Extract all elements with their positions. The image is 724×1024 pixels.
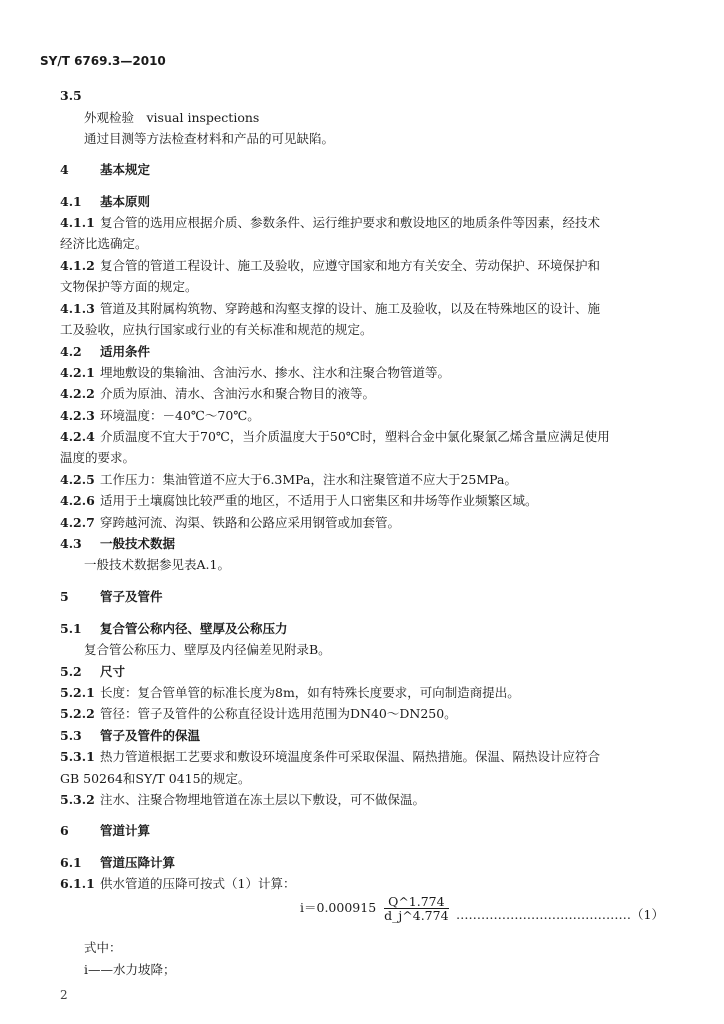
where-label: 式中： xyxy=(84,940,122,955)
clause: 4.2.4 介质温度不宜大于70℃，当介质温度大于50℃时，塑料合金中氯化聚氯乙烯含量应满足使用 xyxy=(60,429,610,444)
section-heading: 5.3 管子及管件的保温 xyxy=(60,728,201,743)
equation-denominator: d_j^4.774 xyxy=(384,908,449,923)
clause: 4.2.5 工作压力：集油管道不应大于6.3MPa，注水和注聚管道不应大于25MPa。 xyxy=(60,472,517,487)
clause: 5.3.1 热力管道根据工艺要求和敷设环境温度条件可采取保温、隔热措施。保温、隔热设计应符合 xyxy=(60,749,601,764)
clause: 4.1.3 管道及其附属构筑物、穿跨越和沟壑支撑的设计、施工及验收，以及在特殊地区的设计、施 xyxy=(60,301,601,316)
clause: 4.2.2 介质为原油、清水、含油污水和聚合物目的液等。 xyxy=(60,386,376,401)
variable-definition: i——水力坡降； xyxy=(84,962,176,977)
section-number: 3.5 xyxy=(60,88,82,103)
section-heading: 4.2 适用条件 xyxy=(60,344,151,359)
chapter-heading: 5 管子及管件 xyxy=(60,589,163,604)
clause: 4.2.7 穿跨越河流、沟渠、铁路和公路应采用钢管或加套管。 xyxy=(60,515,401,530)
clause-continuation: 温度的要求。 xyxy=(60,450,136,465)
clause-text: 复合管公称压力、壁厚及内径偏差见附录B。 xyxy=(84,642,331,657)
section-heading: 4.3 一般技术数据 xyxy=(60,536,176,551)
equation-fraction xyxy=(384,895,448,922)
clause: 5.2.1 长度：复合管单管的标准长度为8m，如有特殊长度要求，可向制造商提出。 xyxy=(60,685,520,700)
section-heading: 5.1 复合管公称内径、壁厚及公称压力 xyxy=(60,621,288,636)
page-number: 2 xyxy=(60,988,68,1002)
equation-numerator: Q^1.774 xyxy=(384,895,448,909)
clause: 4.1.1 复合管的选用应根据介质、参数条件、运行维护要求和敷设地区的地质条件等因素，经技术 xyxy=(60,215,601,230)
term-definition: 通过目测等方法检查材料和产品的可见缺陷。 xyxy=(84,131,335,146)
clause: 5.3.2 注水、注聚合物埋地管道在冻土层以下敷设，可不做保温。 xyxy=(60,792,426,807)
document-header: SY/T 6769.3—2010 xyxy=(40,54,166,68)
term-title: 外观检验 visual inspections xyxy=(84,110,260,125)
clause: 5.2.2 管径：管子及管件的公称直径设计选用范围为DN40～DN250。 xyxy=(60,706,457,721)
chapter-heading: 6 管道计算 xyxy=(60,823,151,838)
clause: 4.1.2 复合管的管道工程设计、施工及验收，应遵守国家和地方有关安全、劳动保护、环境保护和 xyxy=(60,258,601,273)
clause: 6.1.1 供水管道的压降可按式（1）计算： xyxy=(60,876,296,891)
section-heading: 6.1 管道压降计算 xyxy=(60,855,176,870)
clause-text: 一般技术数据参见表A.1。 xyxy=(84,557,230,572)
clause: 4.2.6 适用于土壤腐蚀比较严重的地区，不适用于人口密集区和井场等作业频繁区域。 xyxy=(60,493,538,508)
section-heading: 4.1 基本原则 xyxy=(60,194,151,209)
clause-continuation: 经济比选确定。 xyxy=(60,236,148,251)
section-heading: 5.2 尺寸 xyxy=(60,664,126,679)
clause-continuation: 工及验收，应执行国家或行业的有关标准和规范的规定。 xyxy=(60,322,373,337)
clause-continuation: GB 50264和SY/T 0415的规定。 xyxy=(60,771,251,786)
equation-1 xyxy=(300,895,449,922)
clause-continuation: 文物保护等方面的规定。 xyxy=(60,279,198,294)
equation-reference: ……………………………………（1） xyxy=(456,907,664,922)
chapter-heading: 4 基本规定 xyxy=(60,162,151,177)
clause: 4.2.3 环境温度：－40℃～70℃。 xyxy=(60,408,260,423)
clause: 4.2.1 埋地敷设的集输油、含油污水、掺水、注水和注聚合物管道等。 xyxy=(60,365,451,380)
equation-lhs: i＝0.000915 xyxy=(300,900,377,915)
